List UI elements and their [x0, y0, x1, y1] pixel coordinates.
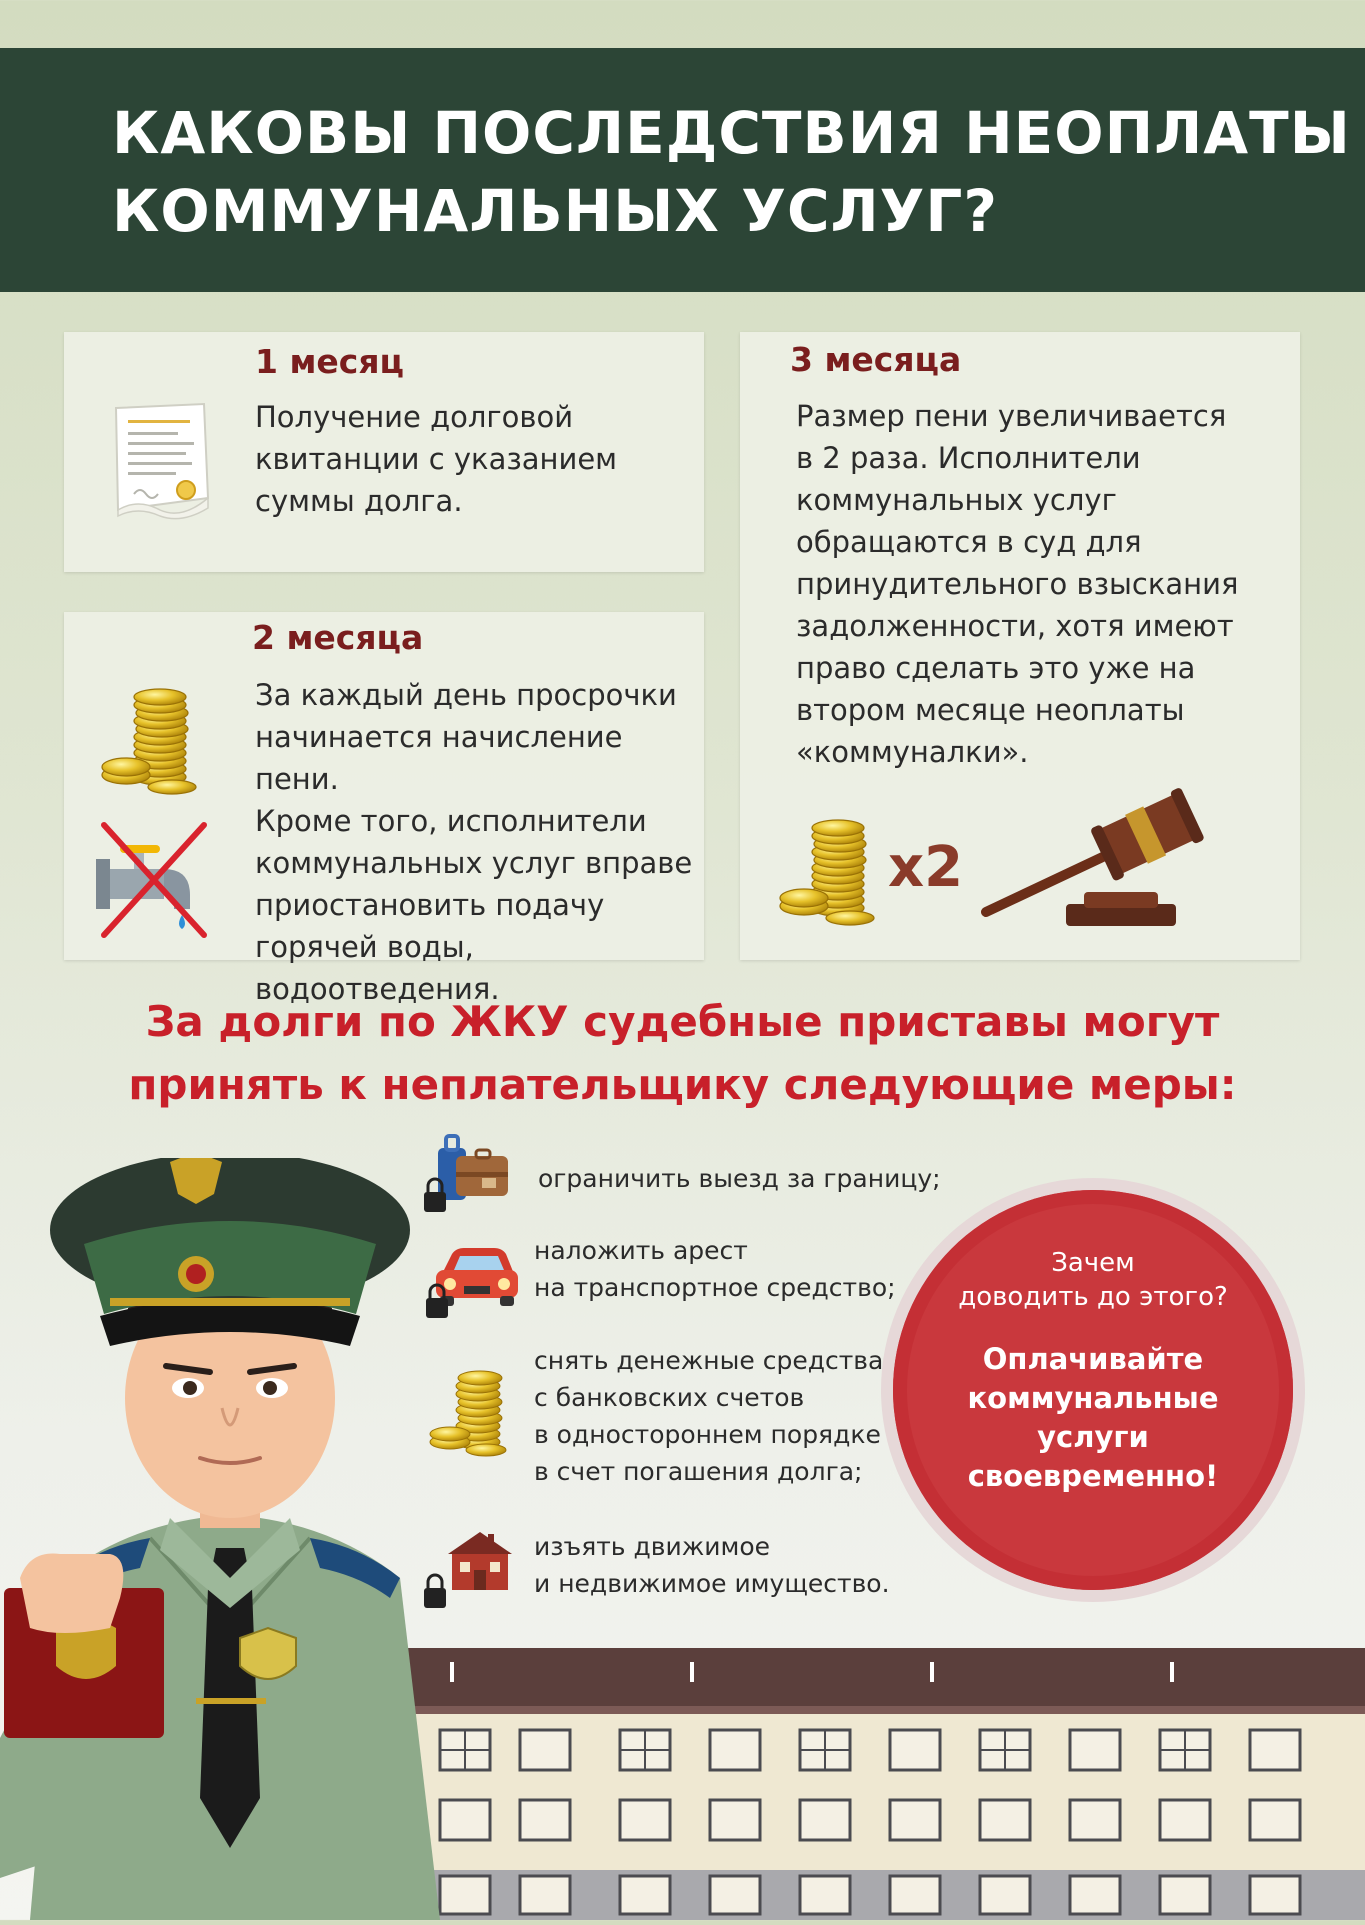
page-title — [112, 94, 1351, 250]
measure-bank-funds-text: снять денежные средства с банковских счетов в одностороннем порядке в счет погашения долга; — [534, 1346, 884, 1486]
apartment-building-illustration — [330, 1640, 1365, 1925]
page-title-line1: КАКОВЫ ПОСЛЕДСТВИЯ НЕОПЛАТЫ — [112, 99, 1351, 167]
coins-stack-icon — [98, 677, 208, 800]
callout-circle — [893, 1190, 1293, 1590]
card-2-text: За каждый день просрочки начинается начисление пени. Кроме того, исполнители коммунальных услуг вправе приостановить подачу горячей воды, водоотведения. — [255, 678, 693, 1006]
callout-answer: Оплачивайте коммунальные услуги своевременно! — [967, 1342, 1219, 1493]
measure-travel-ban-text: ограничить выезд за границу; — [538, 1164, 941, 1193]
card-2-title: 2 месяца — [252, 618, 424, 657]
callout-question: Зачем доводить до этого? — [958, 1248, 1228, 1312]
card-2-months — [64, 612, 704, 1006]
no-hot-water-icon — [94, 817, 214, 946]
coins-stack-icon — [776, 808, 886, 931]
judge-gavel-icon — [976, 786, 1206, 941]
measure-property-seizure-text: изъять движимое и недвижимое имущество. — [534, 1532, 890, 1598]
measure-vehicle-arrest-text: наложить арест на транспортное средство; — [534, 1236, 896, 1302]
debt-receipt-icon — [108, 402, 224, 525]
penalty-multiplier-label: x2 — [888, 835, 964, 900]
header-banner — [0, 48, 1365, 292]
page-title-line2: КОММУНАЛЬНЫХ УСЛУГ? — [112, 177, 998, 245]
card-1-title: 1 месяц — [255, 342, 405, 381]
card-3-months — [740, 332, 1300, 960]
card-3-text: Размер пени увеличивается в 2 раза. Исполнители коммунальных услуг обращаются в суд для принудительного взыскания задолженности, хотя имеют право сделать это уже на втором месяце неоплаты «коммуналки». — [796, 399, 1239, 769]
card-1-text: Получение долговой квитанции с указанием суммы долга. — [255, 400, 618, 518]
bailiff-officer-illustration — [0, 1158, 470, 1925]
card-1-month — [64, 332, 704, 572]
card-3-title: 3 месяца — [790, 340, 962, 379]
measures-title: За долги по ЖКУ судебные приставы могут принять к неплательщику следующие меры: — [128, 997, 1237, 1109]
